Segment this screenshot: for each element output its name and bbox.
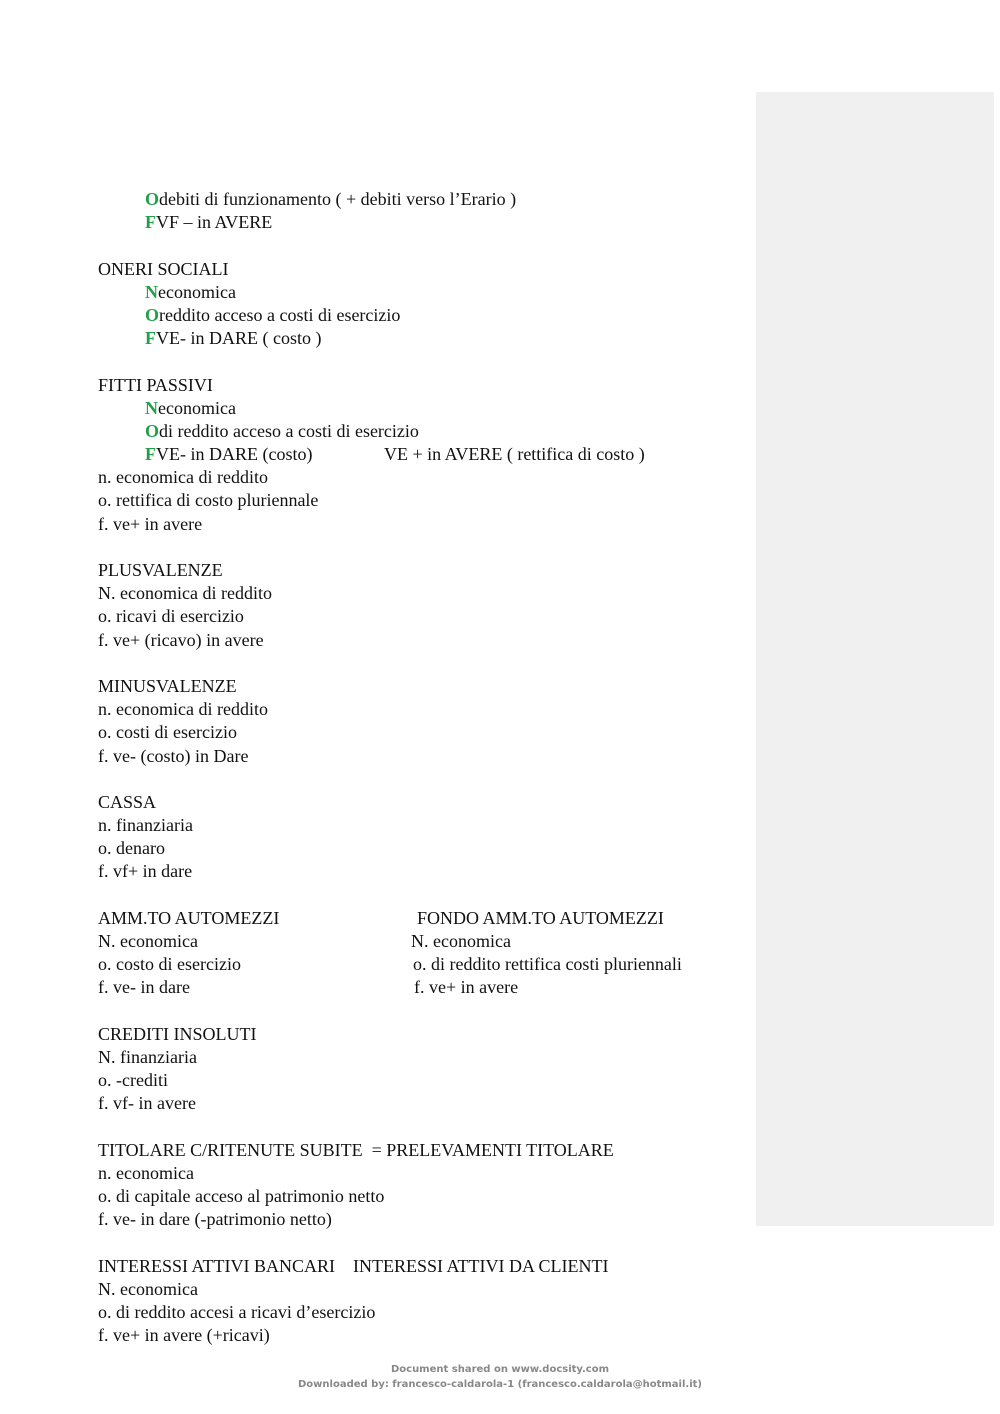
list-item: o. denaro <box>98 838 165 859</box>
download-footer <box>0 1362 1000 1392</box>
list-item: n. economica di reddito <box>98 467 268 488</box>
list-item: f. ve+ (ricavo) in avere <box>98 629 264 650</box>
list-item: n. finanziaria <box>98 815 193 836</box>
section-title-fitti: FITTI PASSIVI <box>98 374 213 395</box>
f-line: FVE- in DARE ( costo ) <box>145 328 322 349</box>
o-line: Odebiti di funzionamento ( + debiti verso l’Erario ) <box>145 189 517 209</box>
list-item: o. -crediti <box>98 1070 168 1091</box>
list-item: n. economica <box>98 1162 194 1183</box>
f-line: FVE- in DARE (costo) VE + in AVERE ( rettifica di costo ) <box>98 443 738 466</box>
list-item: N. finanziaria <box>98 1046 197 1067</box>
list-item: f. vf+ in dare <box>98 861 193 882</box>
list-item: o. costi di esercizio <box>98 722 237 743</box>
list-item: N. economica N. economica <box>98 931 511 951</box>
list-item: f. ve+ in avere (+ricavi) <box>98 1325 270 1346</box>
footer-shared-line: Document shared on www.docsity.com <box>390 1364 610 1375</box>
list-item: o. di capitale acceso al patrimonio netto <box>98 1186 385 1207</box>
list-item: f. ve- in dare f. ve+ in avere <box>98 977 519 998</box>
comment-pane <box>756 92 994 1226</box>
section-title-oneri: ONERI SOCIALI <box>98 258 229 279</box>
list-item: f. ve- in dare (-patrimonio netto) <box>98 1209 332 1230</box>
n-line: Neconomica <box>145 397 236 418</box>
section-title-minus: MINUSVALENZE <box>98 675 237 696</box>
list-item: N. economica di reddito <box>98 583 272 604</box>
list-item: f. ve- (costo) in Dare <box>98 745 249 766</box>
f-line: FVF – in AVERE <box>145 212 273 233</box>
footer-downloaded-line: Downloaded by: francesco-caldarola-1 (francesco.caldarola@hotmail.it) <box>298 1379 702 1390</box>
section-title-plus: PLUSVALENZE <box>98 560 223 580</box>
list-item: o. di reddito accesi a ricavi d’esercizio <box>98 1302 376 1322</box>
o-line: Oreddito acceso a costi di esercizio <box>145 304 401 325</box>
list-item: o. ricavi di esercizio <box>98 606 244 627</box>
section-title-amm: AMM.TO AUTOMEZZI FONDO AMM.TO AUTOMEZZI <box>98 907 738 930</box>
section-title-interessi: INTERESSI ATTIVI BANCARI INTERESSI ATTIVI DA CLIENTI <box>98 1255 609 1276</box>
o-line: Odi reddito acceso a costi di esercizio <box>145 420 419 441</box>
list-item: o. costo di esercizio o. di reddito rettifica costi pluriennali <box>98 954 682 975</box>
list-item: f. ve+ in avere <box>98 513 203 534</box>
list-item: n. economica di reddito <box>98 699 268 720</box>
section-title-crediti: CREDITI INSOLUTI <box>98 1023 257 1044</box>
section-title-titolare: TITOLARE C/RITENUTE SUBITE = PRELEVAMENTI TITOLARE <box>98 1139 614 1160</box>
document-body <box>98 188 738 1347</box>
n-line: Neconomica <box>145 281 236 302</box>
list-item: o. rettifica di costo pluriennale <box>98 490 319 511</box>
list-item: N. economica <box>98 1278 198 1299</box>
f-extra: VE + in AVERE ( rettifica di costo ) <box>384 444 645 465</box>
section-title-cassa: CASSA <box>98 791 157 812</box>
section-title-fondo: FONDO AMM.TO AUTOMEZZI <box>417 907 664 928</box>
list-item: f. vf- in avere <box>98 1093 196 1114</box>
